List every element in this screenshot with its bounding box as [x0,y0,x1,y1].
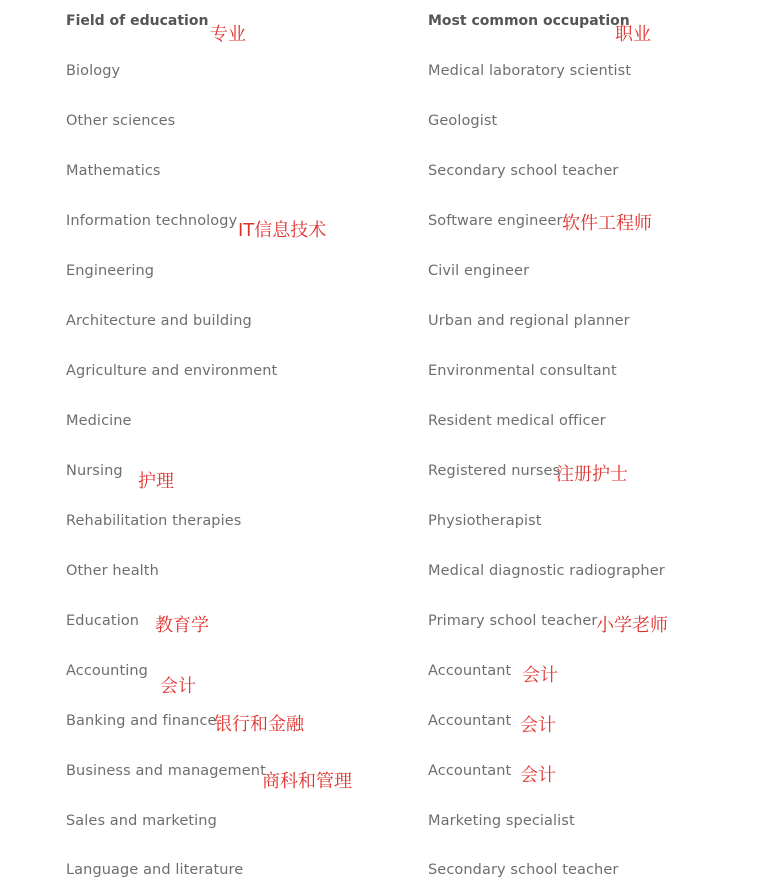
field-cell: Banking and finance [66,713,217,729]
field-cell: Nursing [66,463,123,479]
occupation-cell: Medical laboratory scientist [428,63,632,79]
field-cell: Medicine [66,413,132,429]
occupation-cell: Accountant [428,663,512,679]
field-cell: Engineering [66,263,155,279]
field-annotation: 护理 [138,471,174,492]
occupation-cell: Registered nurses [428,463,561,479]
header-field-of-education: Field of education [66,13,209,29]
field-annotation: 商科和管理 [262,771,352,792]
occupation-cell: Medical diagnostic radiographer [428,563,665,579]
field-cell: Information technology [66,213,238,229]
occupation-cell: Software engineer [428,213,563,229]
field-cell: Rehabilitation therapies [66,513,242,529]
field-cell: Mathematics [66,163,161,179]
field-cell: Agriculture and environment [66,363,278,379]
occupation-cell: Primary school teacher [428,613,598,629]
occupation-cell: Geologist [428,113,498,129]
header-field-annotation: 专业 [210,24,246,45]
field-cell: Architecture and building [66,313,252,329]
occupation-cell: Secondary school teacher [428,163,619,179]
field-annotation: 教育学 [155,615,209,636]
field-cell: Language and literature [66,862,244,878]
occupation-cell: Marketing specialist [428,813,575,829]
occupation-cell: Secondary school teacher [428,862,619,878]
field-cell: Business and management [66,763,266,779]
occupation-annotation: 会计 [520,765,556,786]
occupation-cell: Resident medical officer [428,413,606,429]
field-cell: Sales and marketing [66,813,217,829]
header-most-common-occupation: Most common occupation [428,13,630,29]
occupation-annotation: 软件工程师 [562,213,652,234]
occupation-cell: Accountant [428,763,512,779]
field-cell: Accounting [66,663,148,679]
occupation-annotation: 会计 [520,715,556,736]
occupation-cell: Urban and regional planner [428,313,630,329]
header-occupation-annotation: 职业 [615,24,651,45]
occupation-annotation: 会计 [522,665,558,686]
field-annotation: 会计 [160,676,196,697]
field-annotation: IT信息技术 [238,220,327,241]
occupation-cell: Civil engineer [428,263,530,279]
occupation-annotation: 小学老师 [596,615,668,636]
occupation-cell: Physiotherapist [428,513,542,529]
field-annotation: 银行和金融 [214,714,304,735]
occupation-cell: Environmental consultant [428,363,617,379]
field-cell: Education [66,613,140,629]
field-cell: Biology [66,63,121,79]
field-cell: Other sciences [66,113,176,129]
occupation-annotation: 注册护士 [556,464,628,485]
field-cell: Other health [66,563,159,579]
occupation-cell: Accountant [428,713,512,729]
